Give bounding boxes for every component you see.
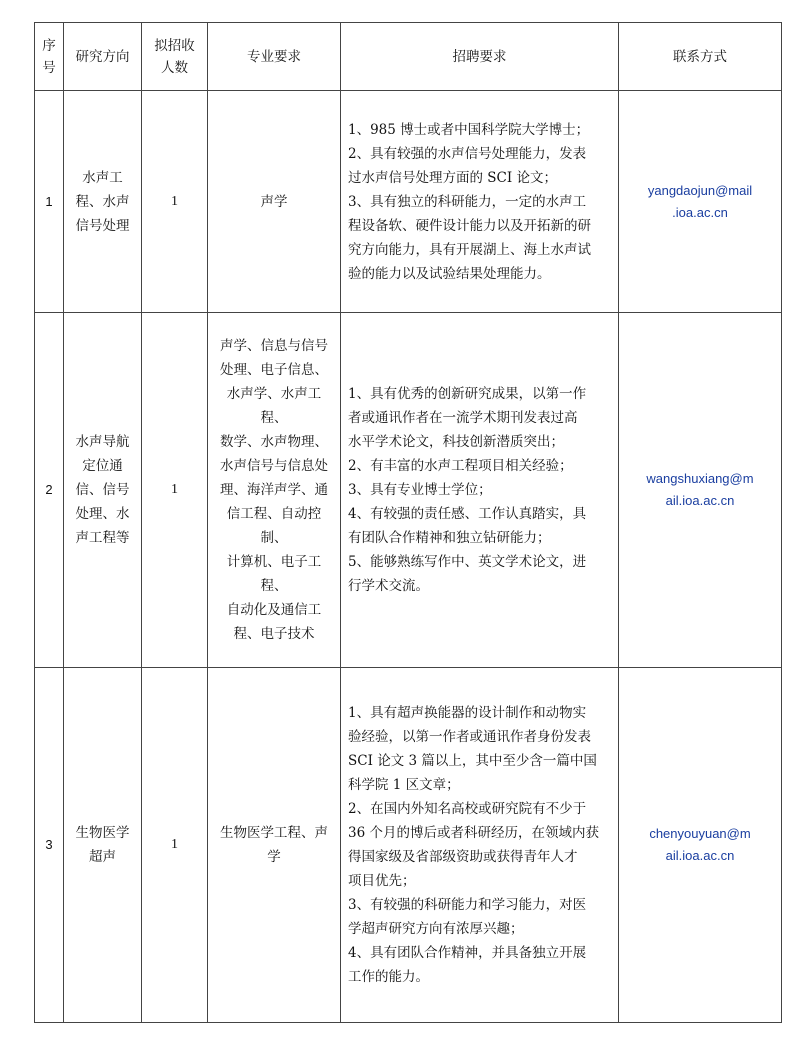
row-index: 2 (35, 313, 64, 668)
major-requirement: 生物医学工程、声 学 (208, 668, 341, 1023)
recruitment-table (34, 22, 782, 1023)
header-index: 序 号 (35, 23, 64, 91)
hiring-count: 1 (142, 91, 208, 313)
contact-email-link[interactable]: chenyouyuan@m ail.ioa.ac.cn (619, 668, 782, 1023)
row-index: 1 (35, 91, 64, 313)
table-row (35, 91, 782, 313)
job-requirements: 1、985 博士或者中国科学院大学博士； 2、具有较强的水声信号处理能力，发表 过水声信号处理方面的 SCI 论文； 3、具有独立的科研能力，一定的水声工 程设备软、硬件设计能力以及开拓新的研 究方向能力，具有开展湖上、海上水声试 验的能力以及试验结果处理能力。 (341, 91, 619, 313)
header-requirements: 招聘要求 (341, 23, 619, 91)
header-direction: 研究方向 (64, 23, 142, 91)
table-row (35, 668, 782, 1023)
major-requirement: 声学 (208, 91, 341, 313)
header-major: 专业要求 (208, 23, 341, 91)
header-contact: 联系方式 (619, 23, 782, 91)
row-index: 3 (35, 668, 64, 1023)
header-count: 拟招收 人数 (142, 23, 208, 91)
table-row (35, 313, 782, 668)
contact-email-link[interactable]: wangshuxiang@m ail.ioa.ac.cn (619, 313, 782, 668)
research-direction: 水声导航 定位通 信、信号 处理、水 声工程等 (64, 313, 142, 668)
job-requirements: 1、具有优秀的创新研究成果，以第一作 者或通讯作者在一流学术期刊发表过高 水平学术论文，科技创新潜质突出； 2、有丰富的水声工程项目相关经验； 3、具有专业博士学位； 4、有较强的责任感、工作认真踏实，具 有团队合作精神和独立钻研能力； 5、能够熟练写作中、英文学术论文，进 行学术交流。 (341, 313, 619, 668)
job-requirements: 1、具有超声换能器的设计制作和动物实 验经验，以第一作者或通讯作者身份发表 SCI 论文 3 篇以上，其中至少含一篇中国 科学院 1 区文章； 2、在国内外知名高校或研究院有不少于 36 个月的博后或者科研经历，在领域内获 得国家级及省部级资助或获得青年人才 项目优先； 3、有较强的科研能力和学习能力，对医 学超声研究方向有浓厚兴趣； 4、具有团队合作精神，并具备独立开展 工作的能力。 (341, 668, 619, 1023)
research-direction: 生物医学 超声 (64, 668, 142, 1023)
header-row (35, 23, 782, 91)
hiring-count: 1 (142, 313, 208, 668)
research-direction: 水声工 程、水声 信号处理 (64, 91, 142, 313)
hiring-count: 1 (142, 668, 208, 1023)
contact-email-link[interactable]: yangdaojun@mail .ioa.ac.cn (619, 91, 782, 313)
major-requirement: 声学、信息与信号 处理、电子信息、 水声学、水声工程、 数学、水声物理、 水声信号与信息处 理、海洋声学、通 信工程、自动控制、 计算机、电子工程、 自动化及通信工 程、电子技术 (208, 313, 341, 668)
